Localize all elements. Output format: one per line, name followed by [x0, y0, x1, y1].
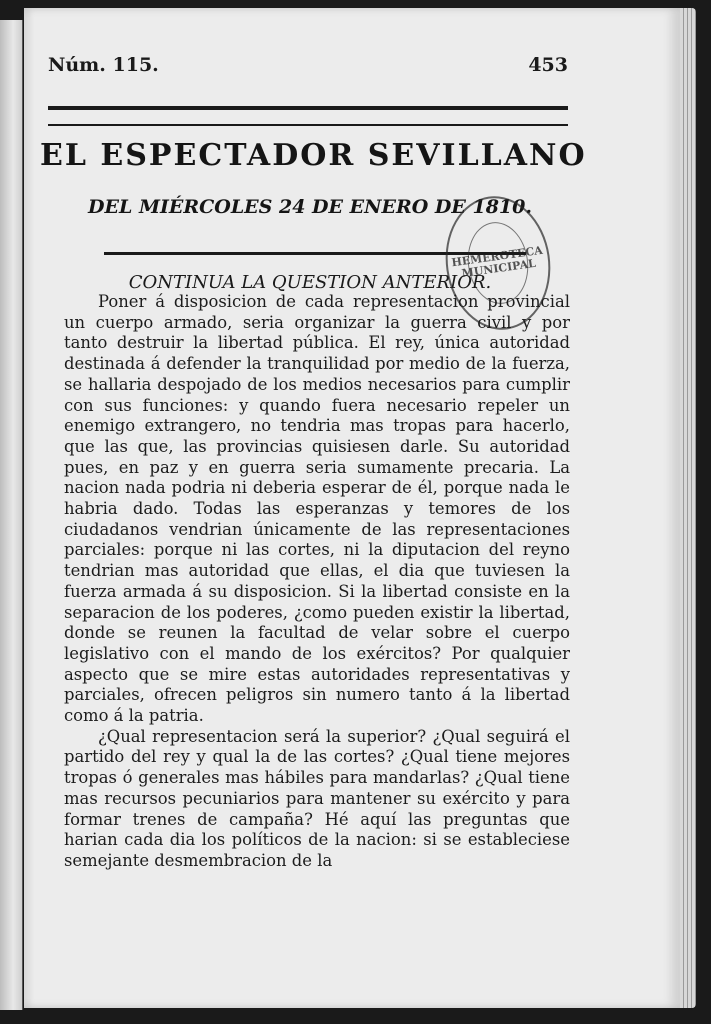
stamp-text: HEMEROTECA MUNICIPAL	[463, 218, 534, 308]
left-page-edge	[0, 20, 23, 1010]
article-body	[64, 292, 570, 872]
header-double-rule	[48, 106, 568, 126]
page-header	[48, 48, 568, 78]
newspaper-title: EL ESPECTADOR SEVILLANO	[40, 138, 587, 173]
paragraph-1: Poner á disposicion de cada representacion provincial un cuerpo armado, seria organizar la guerra civil y por tanto destruir la libertad pública. El rey, única autoridad destinada á defender la tranquilidad por medio de la fuerza, se hallaria despojado de los medios necesarios para cumplir con sus funciones: y quando fuera necesario repeler un enemigo extrangero, no tendria mas tropas para hacerlo, que las que, las provincias quisiesen darle. Su autoridad pues, en paz y en guerra seria sumamente precaria. La nacion nada podria ni deberia esperar de él, porque nada le habria dado. Todas las esperanzas y temores de los ciudadanos vendrian únicamente de las representaciones parciales: porque ni las cortes, ni la diputacion del reyno tendrian mas autoridad que ellas, el dia que tuviesen la fuerza armada á su disposicion. Si la libertad consiste en la separacion de los poderes, ¿como pueden existir la libertad, donde se reunen la facultad de velar sobre el cuerpo legislativo con el mando de los exércitos? Por qualquier aspecto que se mire estas autoridades representativas y parciales, ofrecen peligros sin numero tanto á la libertad como á la patria.	[64, 292, 570, 726]
issue-number: Núm. 115.	[48, 54, 159, 76]
dateline: DEL MIÉRCOLES 24 DE ENERO DE 1810.	[88, 196, 532, 218]
paragraph-2: ¿Qual representacion será la superior? ¿Qual seguirá el partido del rey y qual la de las cortes? ¿Qual tiene mejores tropas ó generales mas hábiles para mandarlas? ¿Qual tiene mas recursos pecuniarios para mantener su exército y para formar trenes de campaña? Hé aquí las preguntas que harian cada dia los políticos de la nacion: si se estableciese semejante desmembracion de la	[64, 726, 570, 870]
page-number: 453	[528, 54, 568, 76]
section-title: CONTINUA LA QUESTION ANTERIOR.	[128, 272, 492, 293]
